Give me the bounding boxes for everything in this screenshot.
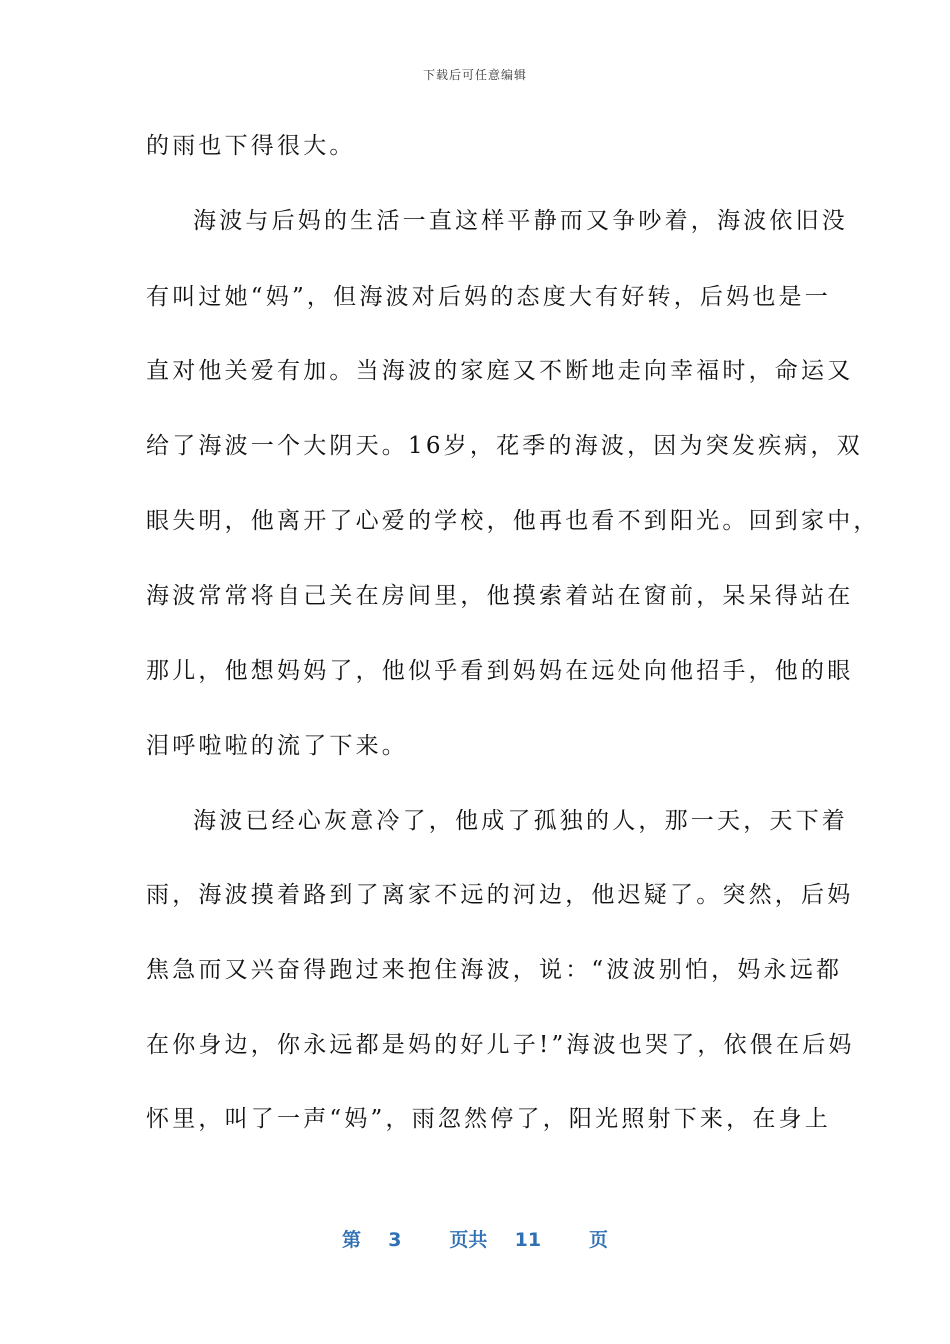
page-footer	[0, 1225, 950, 1252]
text-line: 在你身边，你永远都是妈的好儿子!”海波也哭了，依偎在后妈	[146, 1032, 855, 1058]
paragraph-first-line: 海波与后妈的生活一直这样平静而又争吵着，海波依旧没	[193, 208, 848, 234]
page-header: 下载后可任意编辑	[422, 68, 527, 82]
total-pages-number: 11	[514, 1229, 542, 1251]
text-line: 给了海波一个大阴天。16岁，花季的海波，因为突发疾病，双	[146, 433, 863, 459]
text-line: 焦急而又兴奋得跑过来抱住海波，说：“波波别怕，妈永远都	[146, 957, 843, 983]
paragraph-first-line: 海波已经心灰意冷了，他成了孤独的人，那一天，天下着	[193, 808, 848, 834]
footer-prefix: 第	[342, 1229, 362, 1251]
footer-suffix: 页	[588, 1229, 608, 1251]
text-line: 怀里，叫了一声“妈”，雨忽然停了，阳光照射下来，在身上	[146, 1106, 831, 1132]
text-line: 有叫过她“妈”，但海波对后妈的态度大有好转，后妈也是一	[146, 284, 831, 310]
text-line: 海波常常将自己关在房间里，他摸索着站在窗前，呆呆得站在	[146, 583, 854, 609]
text-line: 眼失明，他离开了心爱的学校，他再也看不到阳光。回到家中，	[146, 508, 880, 534]
text-line: 直对他关爱有加。当海波的家庭又不断地走向幸福时，命运又	[146, 358, 854, 384]
text-line: 的雨也下得很大。	[146, 133, 356, 159]
footer-middle: 页共	[449, 1229, 488, 1251]
text-line: 泪呼啦啦的流了下来。	[146, 733, 408, 759]
text-line: 雨，海波摸着路到了离家不远的河边，他迟疑了。突然，后妈	[146, 882, 854, 908]
current-page-number: 3	[388, 1229, 402, 1251]
text-line: 那儿，他想妈妈了，他似乎看到妈妈在远处向他招手，他的眼	[146, 658, 854, 684]
